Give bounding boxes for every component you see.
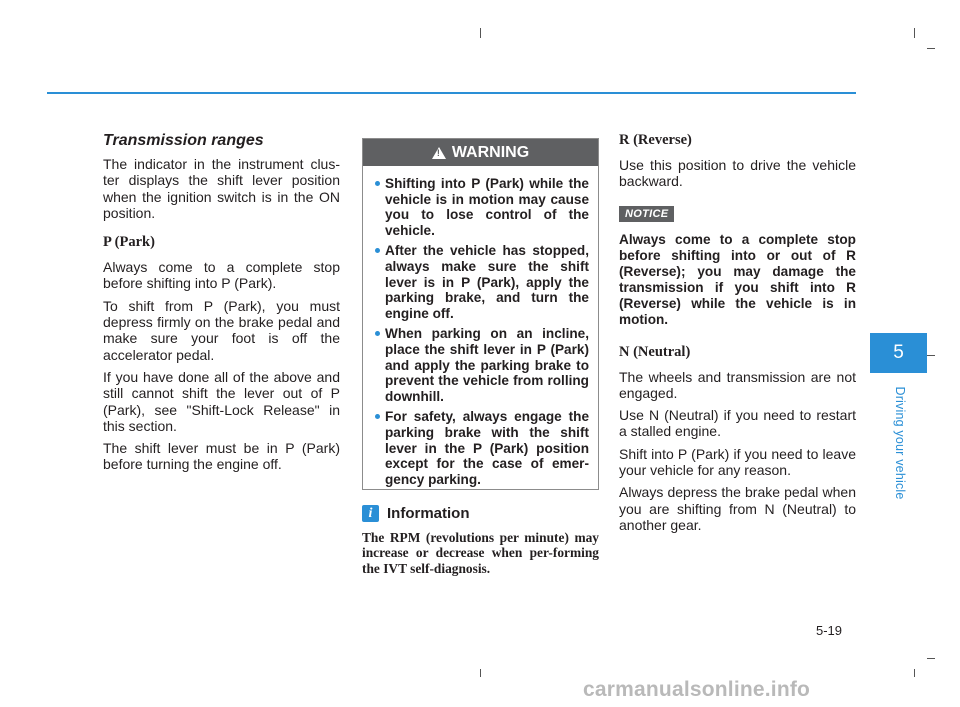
warning-item: For safety, always engage the parking brake with the shift lever in the P (Park) position except for the case of emer-gency parking. bbox=[375, 409, 589, 487]
park-paragraph: Always come to a complete stop before shifting into P (Park). bbox=[103, 259, 340, 292]
crop-mark bbox=[927, 658, 935, 659]
section-title: Transmission ranges bbox=[103, 132, 264, 149]
neutral-title: N (Neutral) bbox=[619, 343, 691, 360]
warning-label: WARNING bbox=[451, 143, 530, 161]
crop-mark bbox=[927, 48, 935, 49]
crop-mark bbox=[914, 669, 915, 677]
park-paragraph: If you have done all of the above and still cannot shift the lever out of P (Park), see "Shift-Lock Release" in this section. bbox=[103, 368, 340, 434]
warning-box bbox=[362, 138, 599, 490]
crop-mark bbox=[480, 669, 481, 677]
neutral-paragraph: Use N (Neutral) if you need to restart a stalled engine. bbox=[619, 407, 856, 440]
park-paragraph: To shift from P (Park), you must depress firmly on the brake pedal and make sure your foot is off the accelerator pedal. bbox=[103, 297, 340, 363]
intro-paragraph: The indicator in the instrument clus-ter displays the shift lever position when the ignition switch is in the ON position. bbox=[103, 156, 340, 221]
crop-mark bbox=[914, 28, 915, 38]
chapter-side-title bbox=[890, 382, 910, 504]
chapter-tab: 5 bbox=[870, 333, 927, 373]
right-column bbox=[619, 132, 856, 539]
page-number: 5-19 bbox=[816, 623, 843, 638]
park-paragraph: The shift lever must be in P (Park) before turning the engine off. bbox=[103, 440, 340, 473]
warning-item: When parking on an incline, place the shift lever in P (Park) and apply the parking brake to prevent the vehicle from rolling downhill. bbox=[375, 326, 589, 404]
warning-list bbox=[363, 166, 598, 487]
left-column bbox=[103, 132, 340, 479]
crop-mark bbox=[480, 28, 481, 38]
reverse-paragraph: Use this position to drive the vehicle backward. bbox=[619, 157, 856, 190]
warning-item: Shifting into P (Park) while the vehicle is in motion may cause you to lose control of the vehicle. bbox=[375, 176, 589, 238]
information-label: Information bbox=[387, 505, 470, 522]
information-header bbox=[362, 505, 599, 522]
chapter-title: Driving your vehicle bbox=[893, 386, 907, 500]
neutral-paragraph: Shift into P (Park) if you need to leave your vehicle for any reason. bbox=[619, 445, 856, 479]
information-icon: i bbox=[362, 505, 379, 522]
middle-column bbox=[362, 138, 599, 576]
reverse-title: R (Reverse) bbox=[619, 132, 692, 148]
warning-item: After the vehicle has stopped, always make sure the shift lever is in P (Park), apply the parking brake, and turn the engine off. bbox=[375, 243, 589, 321]
notice-text: Always come to a complete stop before shifting into or out of R (Reverse); you may damage the transmission if you shift into R (Reverse) while the vehicle is in motion. bbox=[619, 231, 856, 327]
warning-header bbox=[363, 139, 598, 166]
information-text: The RPM (revolutions per minute) may increase or decrease when per-forming the IVT self-diagnosis. bbox=[362, 530, 599, 576]
header-rule bbox=[47, 92, 856, 94]
notice-badge: NOTICE bbox=[619, 206, 674, 222]
crop-mark bbox=[927, 355, 935, 356]
park-title: P (Park) bbox=[103, 234, 155, 251]
neutral-paragraph: The wheels and transmission are not engaged. bbox=[619, 368, 856, 401]
neutral-paragraph: Always depress the brake pedal when you are shifting from N (Neutral) to another gear. bbox=[619, 484, 856, 533]
watermark: carmanualsonline.info bbox=[583, 678, 811, 701]
warning-triangle-icon bbox=[432, 147, 446, 159]
